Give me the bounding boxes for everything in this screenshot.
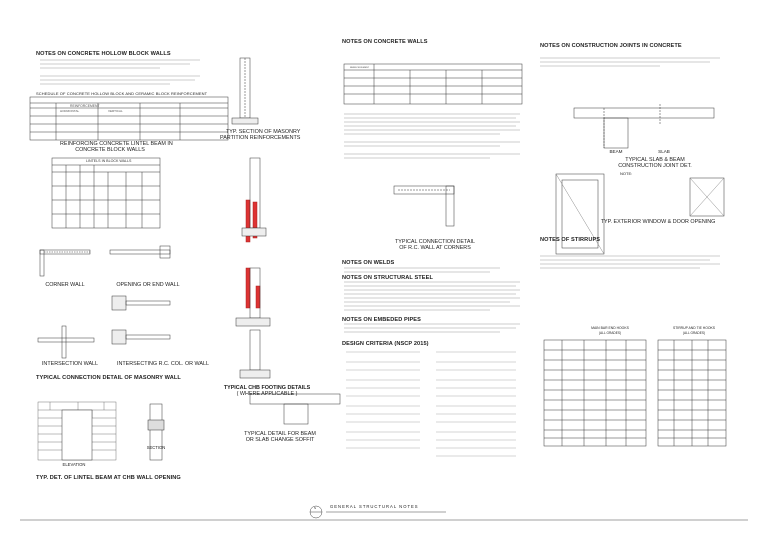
intersecting-col-label: INTERSECTING R.C. COL. OR WALL (116, 361, 210, 367)
stirrups-title: NOTES OF STIRRUPS (540, 237, 601, 243)
lintel-beam-title-2: CONCRETE BLOCK WALLS (75, 147, 145, 153)
construction-joints-title: NOTES ON CONSTRUCTION JOINTS IN CONCRETE (540, 43, 682, 49)
hollow-block-notes-title: NOTES ON CONCRETE HOLLOW BLOCK WALLS (36, 51, 171, 57)
window-door-opening-title: TYP. EXTERIOR WINDOW & DOOR OPENING (600, 219, 716, 225)
slab-beam-joint-title-2: CONSTRUCTION JOINT DET. (618, 163, 692, 169)
masonry-section-title: TYP. SECTION OF MASONRY (226, 129, 301, 135)
section-label: SECTION (146, 445, 166, 450)
embedded-pipes-title: NOTES ON EMBEDED PIPES (342, 317, 421, 323)
main-bar-hooks-grades: (ALL GRADES) (598, 331, 622, 335)
corner-wall-label: CORNER WALL (45, 282, 85, 288)
lintel-beam-title: REINFORCING CONCRETE LINTEL BEAM IN (60, 141, 173, 147)
beam-slab-soffit-title-2: OR SLAB CHANGE SOFFIT (245, 437, 315, 443)
svg-text:REINFORCEMENT: REINFORCEMENT (350, 67, 370, 69)
chb-footing-title: TYPICAL CHB FOOTING DETAILS (223, 385, 311, 391)
main-bar-hooks-title: MAIN BAR END HOOKS (591, 326, 629, 330)
sheet-title: GENERAL STRUCTURAL NOTES (330, 504, 419, 509)
partition-reinf-title: PARTITION REINFORCEMENTS (220, 135, 301, 141)
slab-label: SLAB (658, 149, 670, 154)
elevation-label: ELEVATION (62, 462, 86, 467)
rc-corner-title-2: OF R.C. WALL AT CORNERS (399, 245, 471, 251)
stirrup-hooks-grades: (ALL GRADES) (682, 331, 706, 335)
schedule-horizontal-head: HORIZONTAL (60, 108, 80, 113)
rc-corner-title: TYPICAL CONNECTION DETAIL (395, 239, 475, 245)
schedule-vertical-head: VERTICAL (108, 108, 123, 113)
schedule-reinforcement-head: REINFORCEMENT (70, 103, 100, 108)
lintels-table-title: LINTELS IN BLOCK WALLS (86, 158, 132, 163)
beam-slab-soffit-title: TYPICAL DETAIL FOR BEAM (244, 431, 316, 437)
where-applicable-label: ( WHERE APPLICABLE ) (236, 391, 298, 397)
note-label: NOTE: (620, 171, 633, 176)
structural-steel-title: NOTES ON STRUCTURAL STEEL (342, 275, 433, 281)
beam-label: BEAM (609, 149, 623, 154)
opening-end-wall-label: OPENING OR END WALL (116, 282, 180, 288)
intersection-wall-label: INTERSECTION WALL (41, 361, 99, 367)
masonry-connection-title: TYPICAL CONNECTION DETAIL OF MASONRY WALL (36, 375, 181, 381)
concrete-walls-title: NOTES ON CONCRETE WALLS (342, 39, 428, 45)
stirrup-hooks-title: STIRRUP AND TIE HOOKS (672, 326, 716, 330)
design-criteria-title: DESIGN CRITERIA (NSCP 2015) (342, 341, 429, 347)
sheet-number: S (314, 506, 317, 510)
slab-beam-joint-title: TYPICAL SLAB & BEAM (625, 157, 685, 163)
welds-title: NOTES ON WELDS (342, 260, 395, 266)
schedule-title: SCHEDULE OF CONCRETE HOLLOW BLOCK AND CERAMIC BLOCK REINFORCEMENT (36, 91, 208, 96)
lintel-chb-opening-title: TYP. DET. OF LINTEL BEAM AT CHB WALL OPENING (36, 475, 181, 481)
